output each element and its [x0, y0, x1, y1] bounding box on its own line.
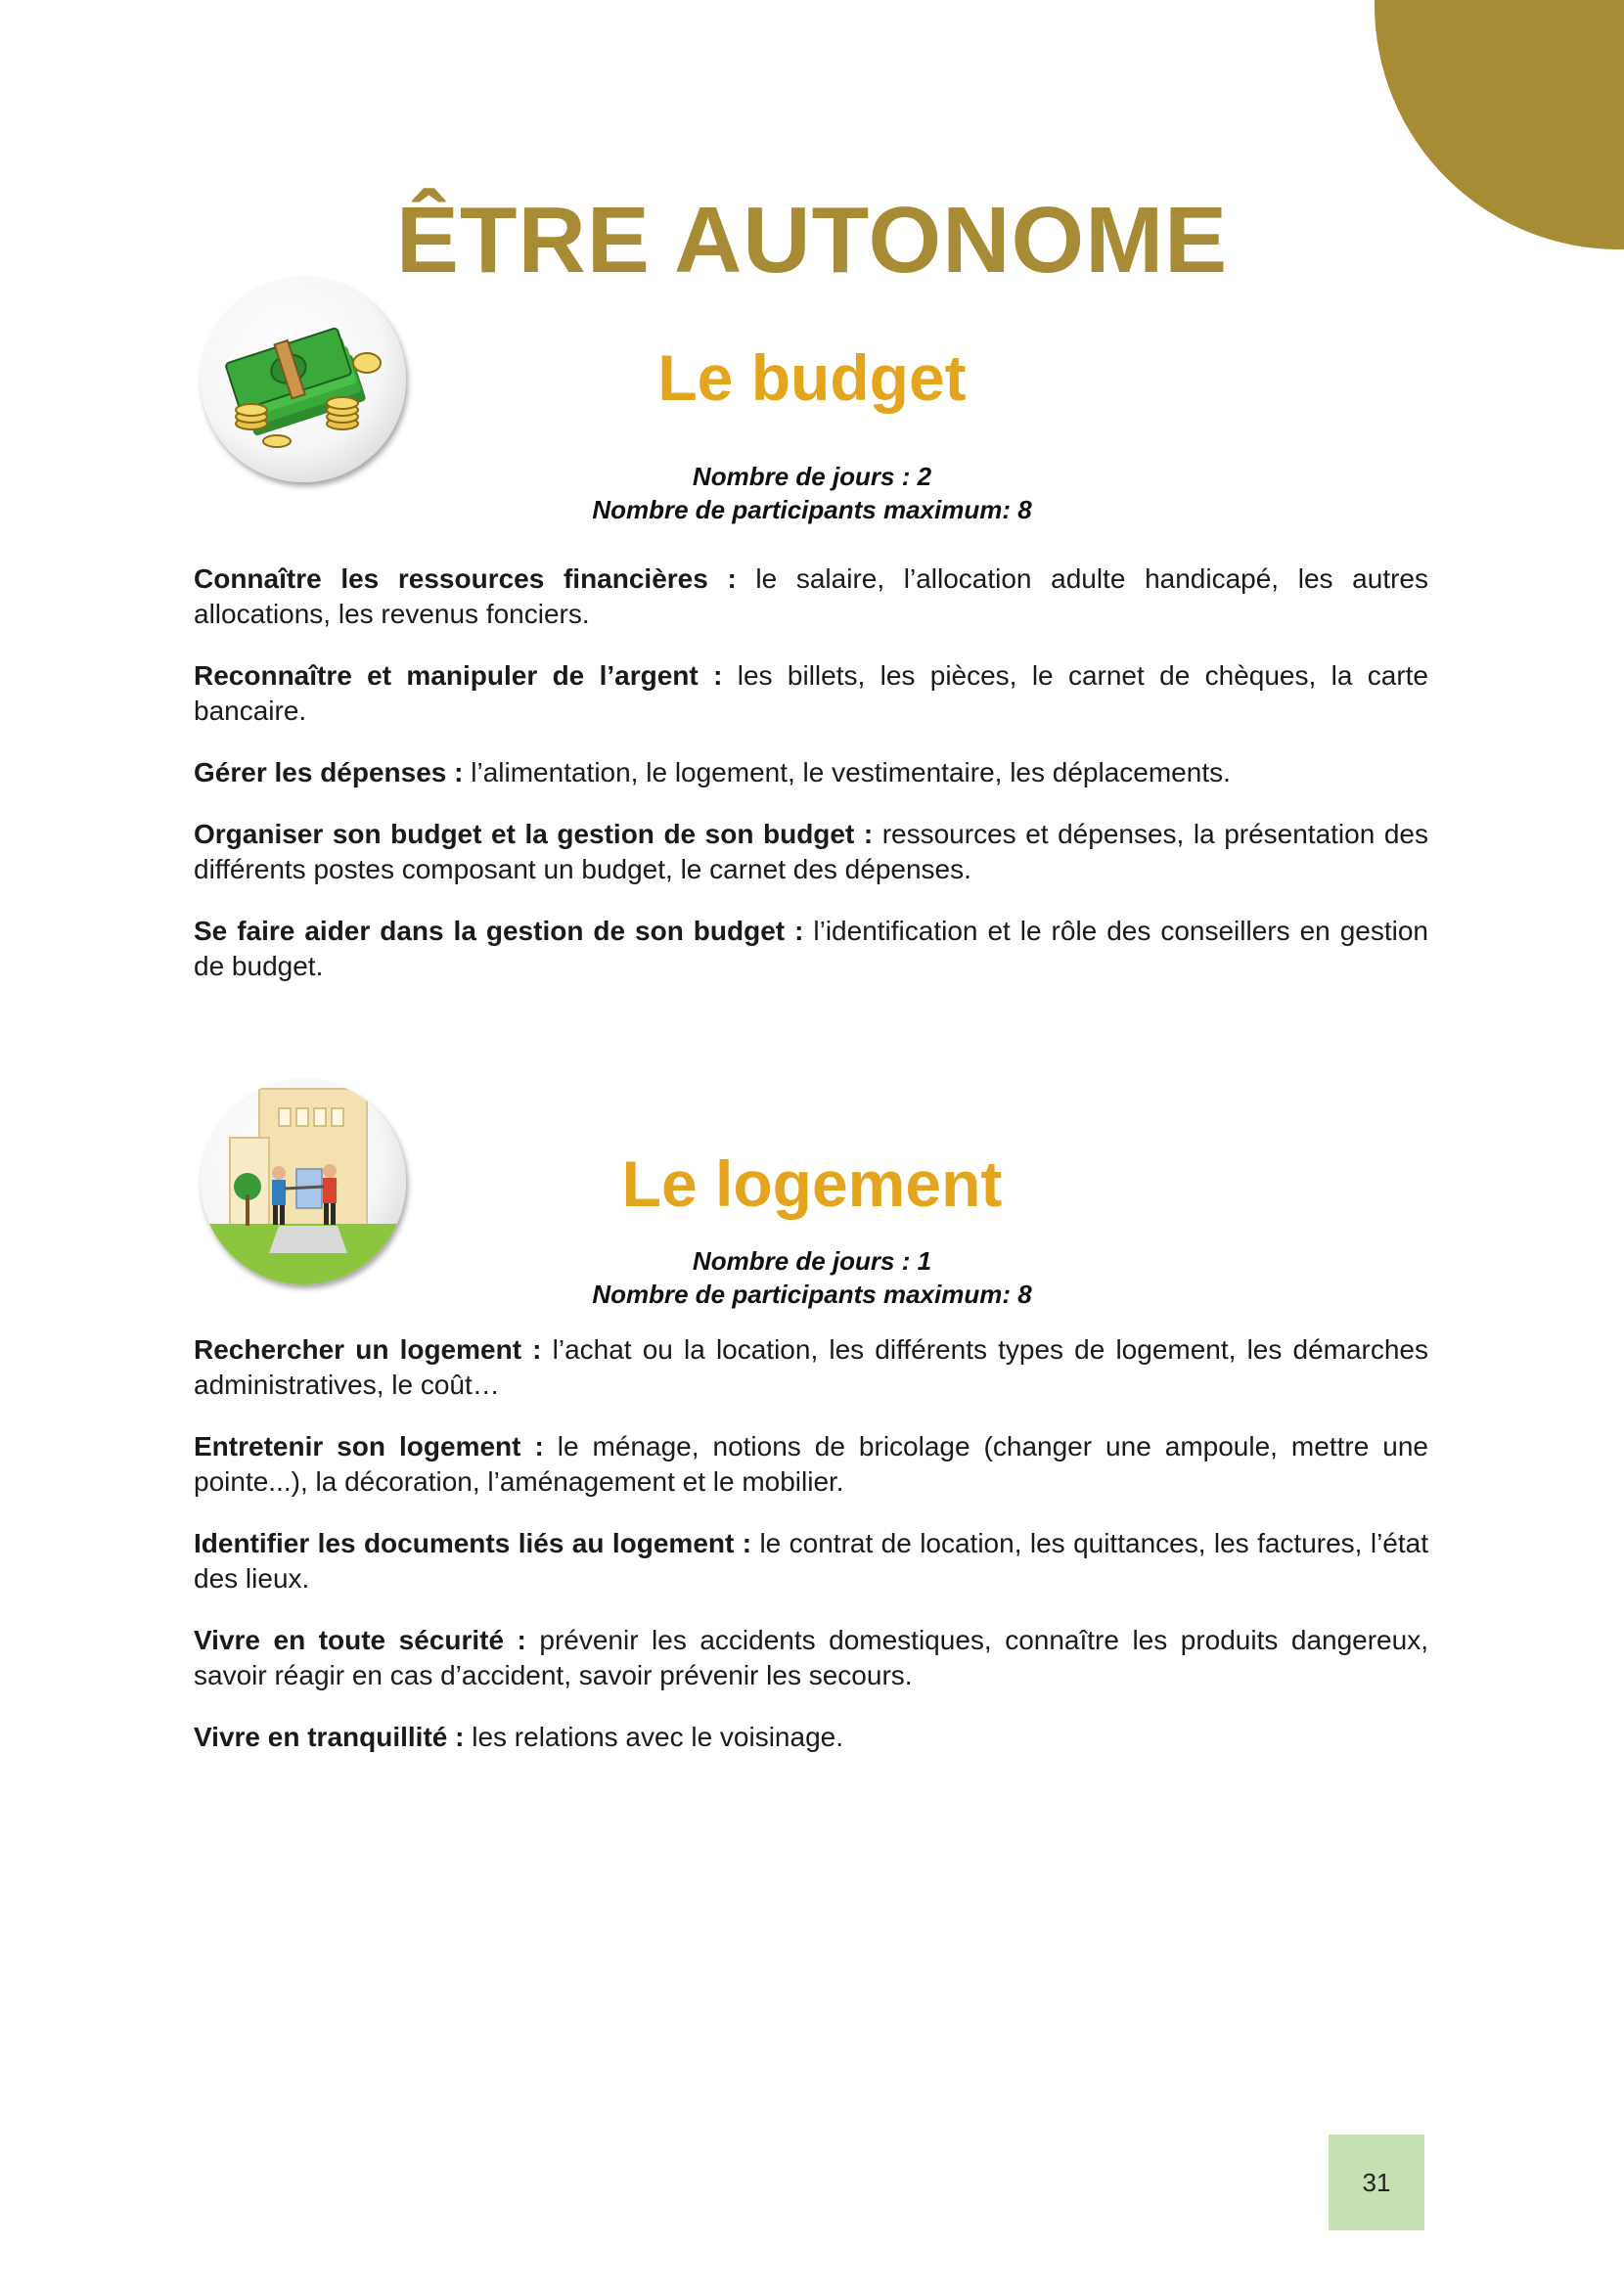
topic-item: Reconnaître et manipuler de l’argent : les billets, les pièces, le carnet de chèques, la carte bancaire. — [194, 660, 1428, 726]
topic-item: Gérer les dépenses : l’alimentation, le logement, le vestimentaire, les déplacements. — [194, 757, 1231, 787]
course-meta — [0, 1244, 1624, 1311]
topic-list — [194, 1332, 1428, 1781]
topic-item: Connaître les ressources financières : le salaire, l’allocation adulte handicapé, les autres allocations, les revenus fonciers. — [194, 563, 1428, 629]
course-meta — [0, 460, 1624, 526]
days-count: Nombre de jours : 1 — [692, 1246, 932, 1276]
participants-max: Nombre de participants maximum: 8 — [592, 1280, 1032, 1309]
topic-list — [194, 562, 1428, 1011]
topic-item: Organiser son budget et la gestion de son budget : ressources et dépenses, la présentation des différents postes composant un budget, le carnet des dépenses. — [194, 819, 1428, 884]
days-count: Nombre de jours : 2 — [692, 462, 932, 491]
page-number-label: 31 — [1362, 2167, 1391, 2197]
page-number — [1329, 2135, 1424, 2230]
topic-item: Identifier les documents liés au logement : le contrat de location, les quittances, les factures, l’état des lieux. — [194, 1528, 1429, 1594]
topic-item: Vivre en tranquillité : les relations avec le voisinage. — [194, 1722, 843, 1752]
section-title: Le logement — [621, 1147, 1003, 1220]
topic-item: Vivre en toute sécurité : prévenir les accidents domestiques, connaître les produits dangereux, savoir réagir en cas d’accident, savoir prévenir les secours. — [194, 1625, 1428, 1690]
page-title: ÊTRE AUTONOME — [395, 188, 1229, 292]
topic-item: Se faire aider dans la gestion de son budget : l’identification et le rôle des conseillers en gestion de budget. — [194, 916, 1428, 981]
section-title: Le budget — [657, 341, 967, 414]
topic-item: Entretenir son logement : le ménage, notions de bricolage (changer une ampoule, mettre une pointe...), la décoration, l’aménagement et le mobilier. — [194, 1431, 1428, 1497]
topic-item: Rechercher un logement : l’achat ou la location, les différents types de logement, les démarches administratives, le coût… — [194, 1334, 1429, 1400]
participants-max: Nombre de participants maximum: 8 — [592, 495, 1032, 524]
